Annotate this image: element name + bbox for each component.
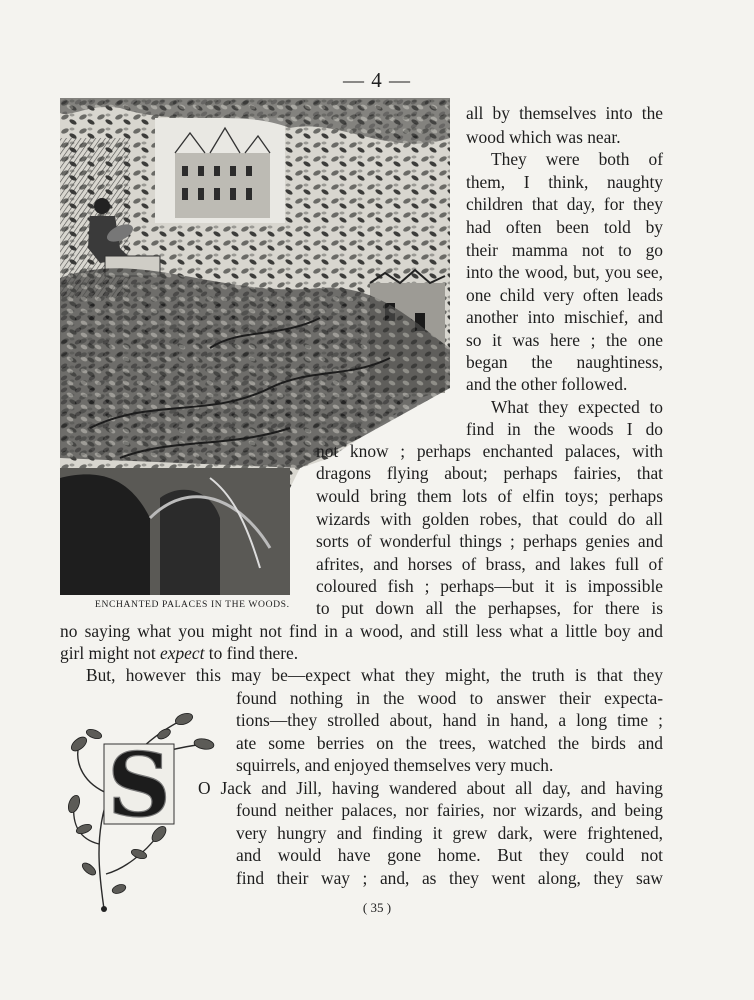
text-line: and the other followed. [466,374,628,394]
text-line: wood which was near. [466,127,621,147]
text-line: sorts of wonderful things ; perhaps genies and [316,531,663,551]
text-line [60,641,298,665]
text-line: into the wood, but, you see, [466,262,663,282]
text-line: would bring them lots of elfin toys; perhaps [316,486,663,506]
text-line: found nothing in the wood to answer their expecta- [236,688,663,708]
text-line: children that day, for they [466,194,663,214]
text-line: coloured fish ; perhaps—but it is impossible [316,576,663,596]
text-line: afrites, and horses of brass, and lakes full of [316,554,663,574]
text-line: wizards with golden robes, that could do all [316,509,663,529]
text-line: all by themselves into the [466,103,663,123]
text-line: another into mischief, and [466,307,663,327]
text-line: found neither palaces, nor fairies, nor wizards, and being [236,800,663,820]
text-line: them, I think, naughty [466,172,663,192]
illustration-caption: ENCHANTED PALACES IN THE WOODS. [95,599,290,610]
text-line: had often been told by [466,217,663,237]
text-line: tions—they strolled about, hand in hand, a long time ; [236,710,663,730]
text-line: find their way ; and, as they went along, they saw [236,868,663,888]
text-line: They were both of [491,149,663,169]
text-line: not know ; perhaps enchanted palaces, with [316,441,663,461]
text-line: very hungry and finding it grew dark, were frightened, [236,823,663,843]
floral-drop-cap-icon [64,704,224,914]
text-segment: girl might not [60,643,160,663]
text-line: their mamma not to go [466,240,663,260]
text-line: What they expected to [491,397,663,417]
emphasized-word: expect [160,643,205,663]
text-line: began the naughtiness, [466,352,663,372]
text-line: one child very often leads [466,285,663,305]
text-line: so it was here ; the one [466,330,663,350]
text-line: O Jack and Jill, having wandered about all day, and having [198,778,663,798]
drop-cap-letter: S [107,733,171,837]
page-folio: ( 35 ) [362,900,392,915]
text-line: squirrels, and enjoyed themselves very much. [236,755,554,775]
text-line: find in the woods I do [466,419,663,439]
text-segment: to find there. [204,643,299,663]
text-line: and would have gone home. But they could not [236,845,663,865]
page-number: — 4 — [343,68,411,92]
text-line: to put down all the perhapses, for there is [316,598,663,618]
text-line: no saying what you might not find in a wood, and still less what a little boy and [60,621,663,641]
text-line: ate some berries on the trees, watched the birds and [236,733,663,753]
text-line: But, however this may be—expect what they might, the truth is that they [86,665,663,685]
text-line: dragons flying about; perhaps fairies, that [316,463,663,483]
